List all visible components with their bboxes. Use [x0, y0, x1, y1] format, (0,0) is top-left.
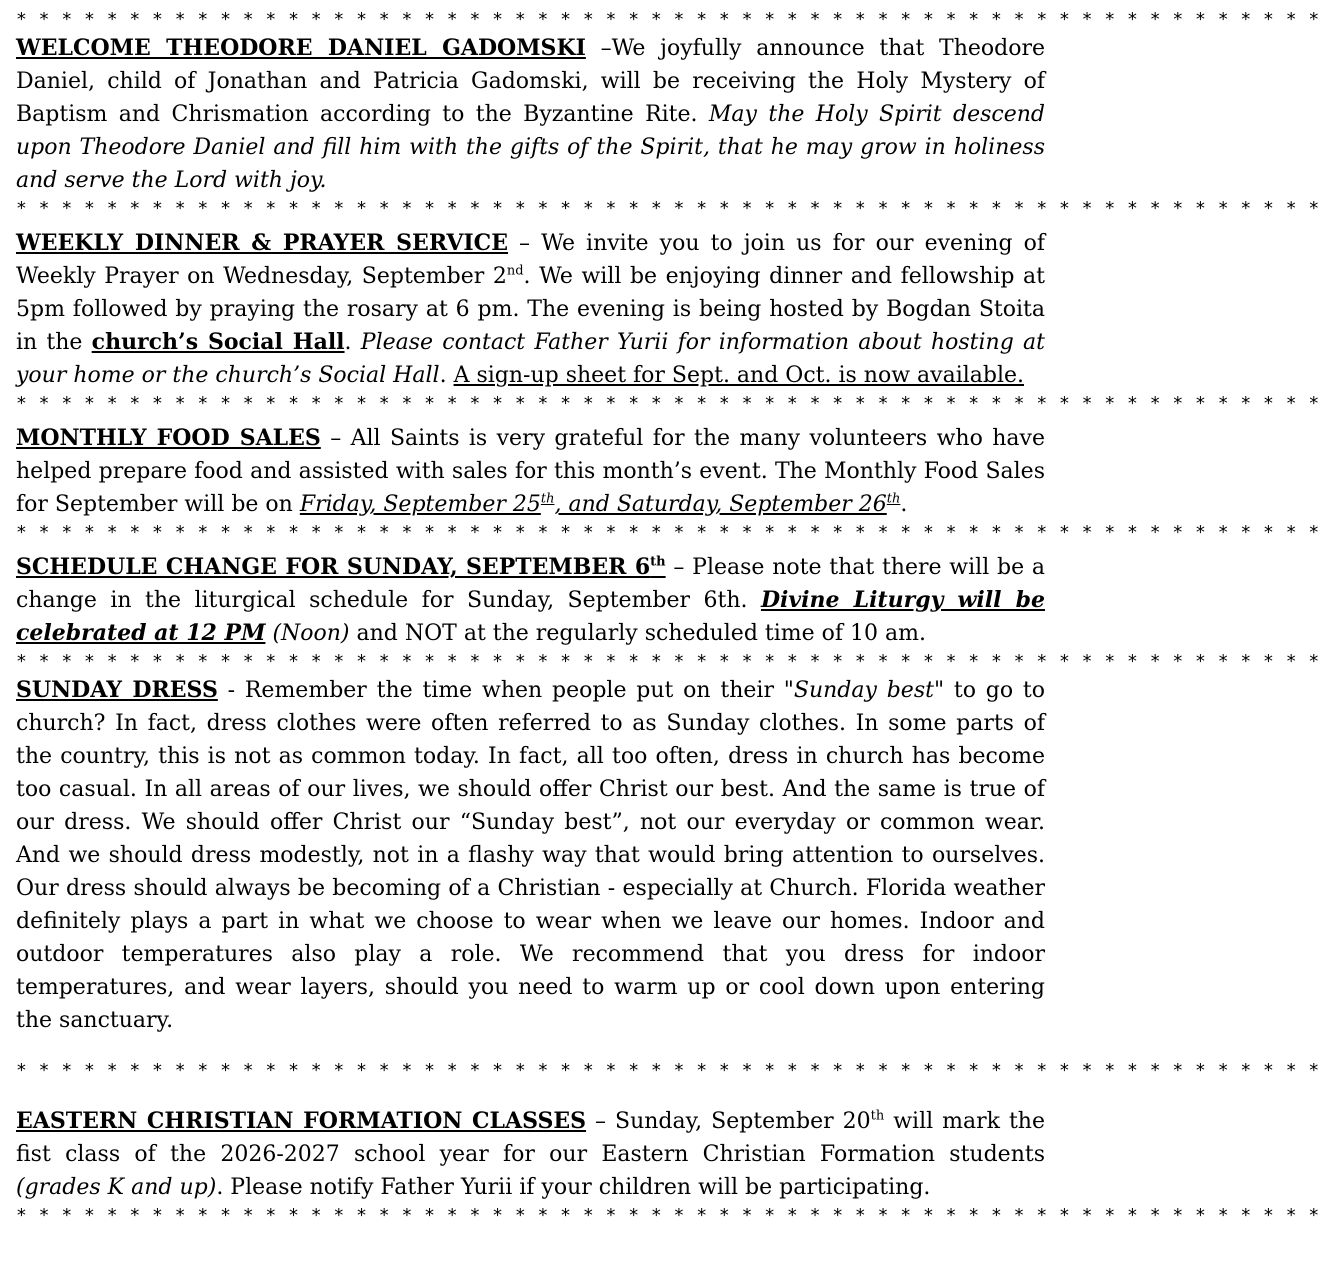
schedule-liturgy-time: Divine Liturgy will be celebrated at 12 PM: [16, 587, 1045, 646]
formation-sup-1: th: [870, 1108, 885, 1124]
weekly-signup-note: A sign-up sheet for Sept. and Oct. is now available.: [453, 363, 1025, 388]
weekly-text-1: – We invite you to join us for our evening of Weekly Prayer on Wednesday, September 2: [16, 231, 1045, 289]
weekly-title: WEEKLY DINNER & PRAYER SERVICE: [16, 230, 508, 256]
dress-text-1: - Remember the time when people put on their ": [217, 678, 794, 703]
food-title: MONTHLY FOOD SALES: [16, 425, 321, 451]
separator: * * * * * * * * * * * * * * * * * * * * * * * * * * * * * * * * * * * * * * * * * * * * * * * * * * * * * * * * * *: [16, 1205, 1320, 1226]
schedule-section: [16, 551, 1045, 650]
schedule-text-3: and NOT at the regularly scheduled time of 10 am.: [349, 621, 926, 646]
food-date-2: , and Saturday, September 26: [554, 492, 887, 517]
weekly-italic: Please contact Father Yurii for information about hosting at your home or the church’s Social Hall: [16, 330, 1045, 388]
separator: * * * * * * * * * * * * * * * * * * * * * * * * * * * * * * * * * * * * * * * * * * * * * * * * * * * * * * * * * *: [16, 1060, 1320, 1081]
formation-text-2: will mark the fist class of the 2026-2027 school year for our Eastern Christian Formation students: [16, 1109, 1045, 1167]
separator: * * * * * * * * * * * * * * * * * * * * * * * * * * * * * * * * * * * * * * * * * * * * * * * * * * * * * * * * * *: [16, 393, 1320, 414]
dress-section: [16, 674, 1045, 1037]
food-sup-1: th: [540, 491, 555, 507]
food-text-1: – All Saints is very grateful for the many volunteers who have helped prepare food and assisted with sales for this month’s event. The Monthly Food Sales for September will be on: [16, 426, 1045, 517]
separator: * * * * * * * * * * * * * * * * * * * * * * * * * * * * * * * * * * * * * * * * * * * * * * * * * * * * * * * * * *: [16, 651, 1320, 672]
schedule-noon: (Noon): [272, 621, 350, 646]
welcome-text: We joyfully announce that Theodore Daniel, child of Jonathan and Patricia Gadomski, will be receiving the Holy Mystery of Baptism and Chrismation according to the Byzantine Rite.: [16, 36, 1045, 127]
weekly-section: [16, 227, 1045, 392]
welcome-title: WELCOME THEODORE DANIEL GADOMSKI: [16, 35, 586, 61]
weekly-text-2: . We will be enjoying dinner and fellowship at 5pm followed by praying the rosary at 6 pm. The evening is being hosted by Bogdan Stoita in the: [16, 264, 1046, 355]
dress-text-2: " to go to church? In fact, dress clothes were often referred to as Sunday clothes. In some parts of the country, this is not as common today. In fact, all too often, dress in church has become too casual. In all areas of our lives, we should offer Christ our best. And the same is true of our dress. We should offer Christ our “Sunday best”, not our everyday or common wear. And we should dress modestly, not in a flashy way that would bring attention to ourselves. Our dress should always be becoming of a Christian - especially at Church. Florida weather definitely plays a part in what we choose to wear when we leave our homes. Indoor and outdoor temperatures also play a role. We recommend that you dress for indoor temperatures, and wear layers, should you need to warm up or cool down upon entering the sanctuary.: [16, 678, 1045, 1033]
welcome-dash: –: [585, 36, 612, 61]
schedule-title-text: SCHEDULE CHANGE FOR SUNDAY, SEPTEMBER 6: [16, 554, 651, 580]
weekly-text-4: .: [439, 363, 454, 388]
separator: * * * * * * * * * * * * * * * * * * * * * * * * * * * * * * * * * * * * * * * * * * * * * * * * * * * * * * * * * *: [16, 198, 1320, 219]
schedule-title-sup: th: [650, 554, 666, 570]
formation-title: EASTERN CHRISTIAN FORMATION CLASSES: [16, 1108, 587, 1134]
dress-italic: Sunday best: [793, 678, 934, 703]
dress-title: SUNDAY DRESS: [16, 677, 218, 703]
schedule-title: [16, 554, 666, 580]
formation-italic: (grades K and up): [16, 1175, 217, 1200]
formation-text-3: . Please notify Father Yurii if your children will be participating.: [216, 1175, 931, 1200]
separator: * * * * * * * * * * * * * * * * * * * * * * * * * * * * * * * * * * * * * * * * * * * * * * * * * * * * * * * * * *: [16, 522, 1320, 543]
food-date-1: Friday, September 25: [299, 492, 541, 517]
formation-text-1: – Sunday, September 20: [586, 1109, 871, 1134]
food-text-2: .: [900, 492, 908, 517]
weekly-text-3: .: [344, 330, 361, 355]
separator: * * * * * * * * * * * * * * * * * * * * * * * * * * * * * * * * * * * * * * * * * * * * * * * * * * * * * * * * * *: [16, 9, 1320, 30]
weekly-social-hall: church’s Social Hall: [91, 329, 345, 355]
welcome-section: [16, 32, 1045, 197]
food-sup-2: th: [886, 491, 901, 507]
formation-section: [16, 1105, 1045, 1204]
weekly-sup-1: nd: [506, 263, 524, 279]
schedule-text-1: – Please note that there will be a change in the liturgical schedule for Sunday, September 6th.: [16, 555, 1045, 613]
welcome-italic: May the Holy Spirit descend upon Theodore Daniel and fill him with the gifts of the Spirit, that he may grow in holiness and serve the Lord with joy.: [16, 102, 1045, 193]
food-section: [16, 422, 1045, 521]
